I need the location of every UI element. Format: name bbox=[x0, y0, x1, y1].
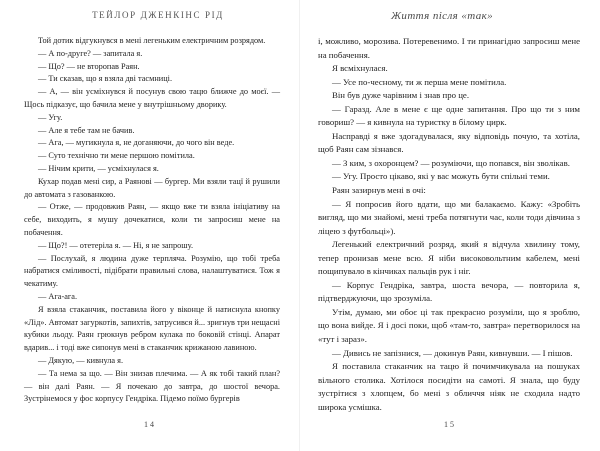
paragraph: — А по-друге? — запитала я. bbox=[38, 48, 143, 58]
right-page-text bbox=[318, 35, 580, 414]
paragraph: Я всміхнулася. bbox=[332, 63, 388, 74]
paragraph: і, можливо, морозива. Потеревенимо. І ти принагідно запросиш мене на побачення. bbox=[318, 36, 580, 60]
paragraph: Раян зазирнув мені в очі: bbox=[332, 185, 426, 196]
paragraph: — Дивись не запізнися, — докинув Раян, кивнувши. — І пішов. bbox=[332, 347, 573, 358]
paragraph: — Угу. bbox=[38, 112, 63, 122]
paragraph: — Гаразд. Але в мене є ще одне запитання. Про що ти з ним говориш? — я кивнула на туристку в білому цирк. bbox=[318, 103, 580, 128]
paragraph: Кухар подав мені сир, а Раянові — бургер. Ми взяли тацї й рушили до автомата з газованкою. bbox=[24, 176, 280, 199]
right-running-head: Життя після «так» bbox=[390, 10, 494, 22]
right-page-number: 15 bbox=[444, 420, 456, 429]
paragraph: — А, — він усміхнувся й посунув свою тацю ближче до моєї. — Щось підказує, що бачила мене у внутрішньому дворику. bbox=[24, 87, 280, 109]
paragraph: Він був дуже чарівним і знав про це. bbox=[332, 90, 470, 101]
paragraph: — Угу. Просто цікаво, які у вас можуть бути спільні теми. bbox=[332, 171, 550, 182]
paragraph: — Але я тебе там не бачив. bbox=[38, 125, 135, 135]
paragraph: — Ага, — мугикнула я, не доганяючи, до чого він веде. bbox=[38, 138, 235, 148]
paragraph: — Що?! — отетеріла я. — Ні, я не запрошу. bbox=[38, 240, 194, 250]
paragraph: Утім, думаю, ми обоє ці так прекрасно розуміли, що я зроблю, що вона вийде. Я і досі поки, щоб «там-то, завтра» перетворилося на «тут і зараз». bbox=[318, 306, 580, 345]
paragraph: — Нічим крити, — усміхнулася я. bbox=[38, 163, 159, 173]
paragraph: Я поставила стаканчик на тацю й почимчикувала на пошуках вільного столика. Хотілося посидіти на самоті. Я знала, що буду зустрітися з хлопцем, бо мені з обличчя ніяк не сходила надто широка усмішка. bbox=[318, 361, 580, 412]
paragraph: — Корпус Гендріка, завтра, шоста вечора, — повторила я, підтверджуючи, що зрозуміла. bbox=[318, 279, 580, 304]
paragraph: Я взяла стаканчик, поставила його у віконце й натиснула кнопку «Лід». Автомат загуркотів, запихтів, затрусився й... зригнув три нещасні кубики льоду. Раян грюкнув ребром кулака по боковій стінці. Апарат вдарив... і тоді вже сипонув мені в стаканчик крижаною лавиною. bbox=[24, 304, 280, 353]
paragraph: — Та нема за що. — Він знизав плечима. — А як тобі такий план? — він далі Раян. — Я почекаю до завтра, до шостої вечора. Зустрінемося у фос корпусу Гендріка. Підемо поїмо бургерів bbox=[24, 368, 280, 404]
left-running-head: ТЕЙЛОР ДЖЕНКІНС РІД bbox=[92, 10, 224, 20]
paragraph: — Я попросив його вдати, що ми балакаємо. Кажу: «Зробіть вигляд, що ми знайомі, мені треба потягнути час, коли тоди дівчина з ліцею з футбольці»). bbox=[318, 198, 580, 236]
paragraph: Легенький електричний розряд, який я відчула хвилину тому, тепер пронизав мене всю. Я ніби високовольтним кабелем, мені пощипувало в кінчиках пальців рук і ніг. bbox=[318, 239, 580, 277]
left-page-text bbox=[24, 35, 280, 406]
paragraph: — Послухай, я людина дуже терпляча. Розумію, що тобі треба набратися сміливості, підібрати правильні слова, налаштуватися. Тож я чекатиму. bbox=[24, 253, 280, 289]
paragraph: — Ага-ага. bbox=[38, 291, 78, 301]
left-page-number: 14 bbox=[144, 420, 156, 429]
paragraph: — Ти сказав, що я взяла дві тасмниці. bbox=[38, 74, 173, 84]
paragraph: — Усе по-чесному, ти ж перша мене помітила. bbox=[332, 76, 507, 87]
paragraph: — Суто технічно ти мене першою помітила. bbox=[38, 151, 195, 161]
paragraph: — З ким, з охоронцем? — розуміючи, що попався, він зволікав. bbox=[332, 157, 570, 168]
right-page bbox=[300, 0, 600, 451]
paragraph: — Що? — не второпав Раян. bbox=[38, 61, 140, 71]
paragraph: — Отже, — продовжив Раян, — якщо вже ти взяла ініціативу на себе, виходить, я мушу дочекатися, коли ти запросиш мене на побачення. bbox=[24, 202, 280, 237]
paragraph: Насправді я вже здогадувалася, яку відповідь почую, та хотіла, щоб Раян сам зізнався. bbox=[318, 130, 580, 155]
paragraph: — Дякую, — кивнула я. bbox=[38, 355, 124, 365]
paragraph: Той дотик відгукнувся в мені легеньким електричним розрядом. bbox=[38, 36, 266, 45]
